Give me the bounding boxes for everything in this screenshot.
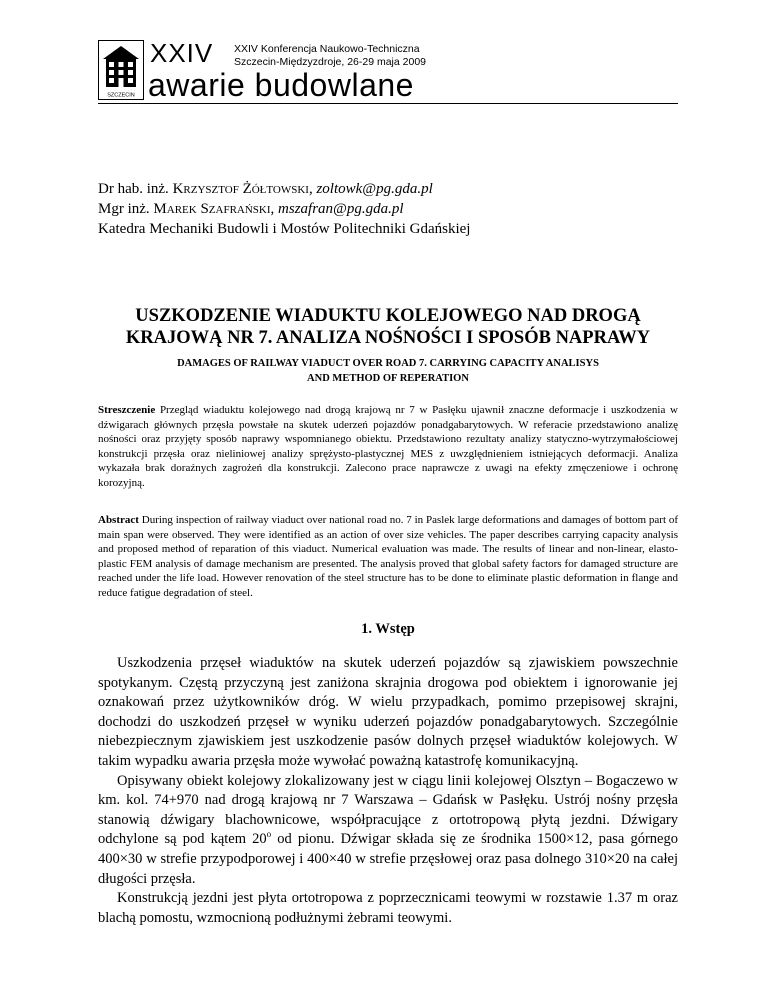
degree-superscript: o [266, 829, 272, 840]
conference-brand: awarie budowlane [148, 67, 414, 103]
conference-info [234, 43, 426, 69]
section-heading: 1. Wstęp [361, 621, 415, 637]
author-1-name: Krzysztof Żółtowski [172, 181, 309, 197]
streszczenie-text: Przegląd wiaduktu kolejowego nad drogą krajową nr 7 w Pasłęku ujawnił znaczne deformacje i uszkodzenia w dźwigarach głównych przęsła powstałe na skutek uderzeń pojazdów ponadgabarytowych. W referacie przedstawiono analizę nośności oraz przyjęty sposób naprawy wspomnianego obiektu. Przedstawiono rezultaty analizy statyczno-wytrzymałościowej konstrukcji przęsła oraz nieliniowej analizy sprężysto-plastycznej MES z uwzględnieniem istniejących deformacji. Analiza wykazała brak doraźnych zagrożeń dla konstrukcji. Zalecono prace naprawcze z uwagi na efekty zmęczeniowe i ochronę korozyjną. [98, 404, 678, 489]
abstract-paragraph [98, 513, 678, 601]
author-1-email[interactable]: zoltowk@pg.gda.pl [316, 181, 433, 197]
authors-block [98, 179, 470, 239]
paper-title-pl [98, 305, 678, 349]
conference-logo [98, 40, 144, 100]
abstract-text: During inspection of railway viaduct over national road no. 7 in Paslek large deformations and damages of bottom part of main span were observed. They were identified as an action of over size vehicles. The paper describes carrying capacity analysis and proposed method of reparation of this viaduct. Numerical evaluation was made. The results of linear and non-linear, elasto-plastic FEM analysis of damage mechanism are presented. The analysis proved that global safety factors for damaged structure are reached under the life load. However renovation of the steel structure has to be done to eliminate plastic deformation in flange and reduce fatigue degradation of steel. [98, 514, 678, 599]
author-2-name: Marek Szafrański [153, 201, 271, 217]
streszczenie-paragraph [98, 403, 678, 491]
body-paragraph-2-part-a: Opisywany obiekt kolejowy zlokalizowany jest w ciągu linii kolejowej Olsztyn – Bogaczewo w km. kol. 74+970 nad drogą krajową nr 7 Warszawa – Gdańsk w Pasłęku. Ustrój nośny przęsła stanowią dźwigary blachownicowe, współpracujące z ortotropową płytą jezdni. Dźwigary odchylone są pod kątem 20 [98, 772, 678, 848]
header-divider [98, 103, 678, 104]
conference-number: XXIV [150, 38, 214, 68]
author-2-degree: Mgr inż. [98, 201, 154, 217]
building-logo-icon [99, 41, 143, 99]
paper-title-en [98, 356, 678, 386]
section-body [98, 654, 678, 928]
conference-header [98, 40, 678, 104]
title-pl-line-2: KRAJOWĄ NR 7. ANALIZA NOŚNOŚCI I SPOSÓB NAPRAWY [125, 328, 651, 348]
streszczenie-label: Streszczenie [98, 404, 156, 416]
title-en-line-2: AND METHOD OF REPERATION [307, 373, 469, 384]
author-2 [98, 199, 470, 219]
conference-name: XXIV Konferencja Naukowo-Techniczna [234, 43, 420, 55]
author-2-email[interactable]: mszafran@pg.gda.pl [278, 201, 404, 217]
conference-place-date: Szczecin-Międzyzdroje, 26-29 maja 2009 [234, 56, 427, 68]
body-paragraph-1: Uszkodzenia przęseł wiaduktów na skutek uderzeń pojazdów są zjawiskiem powszechnie spotykanym. Częstą przyczyną jest zaniżona skrajnia drogowa pod obiektem i ignorowanie jej oznakowań przez użytkowników dróg. W wielu przypadkach, pomimo przepisowej skrajni, dochodzi do uszkodzeń przęseł w wyniku uderzeń pojazdów ponadgabarytowych. Szczególnie niebezpiecznym zjawiskiem jest uszkodzenie pasów dolnych przęseł wiaduktów kolejowych. W takim wypadku awaria przęsła może wywołać poważną katastrofę komunikacyjną. [98, 655, 678, 769]
abstract-label: Abstract [98, 514, 139, 526]
title-en-line-1: DAMAGES OF RAILWAY VIADUCT OVER ROAD 7. CARRYING CAPACITY ANALISYS [177, 358, 599, 369]
body-paragraph-2-part-b: od pionu. Dźwigar składa się ze środnika 1500×12, pasa górnego 400×30 w strefie przypodporowej i 400×40 w strefie przęsłowej oraz pasa dolnego 310×20 na całej długości przęsła. [98, 831, 678, 887]
author-1 [98, 179, 470, 199]
affiliation: Katedra Mechaniki Budowli i Mostów Politechniki Gdańskiej [98, 221, 471, 237]
author-1-separator: , [308, 181, 317, 197]
author-1-degree: Dr hab. inż. [98, 181, 173, 197]
title-pl-line-1: USZKODZENIE WIADUKTU KOLEJOWEGO NAD DROGĄ [135, 306, 641, 326]
body-paragraph-3: Konstrukcją jezdni jest płyta ortotropowa z poprzecznicami teowymi w rozstawie 1.37 m oraz blachą pomostu, wzmocnioną podłużnymi żebrami teowymi. [98, 890, 678, 926]
author-2-separator: , [270, 201, 279, 217]
body-paragraph-2 [98, 772, 678, 890]
logo-caption: SZCZECIN [107, 92, 135, 99]
